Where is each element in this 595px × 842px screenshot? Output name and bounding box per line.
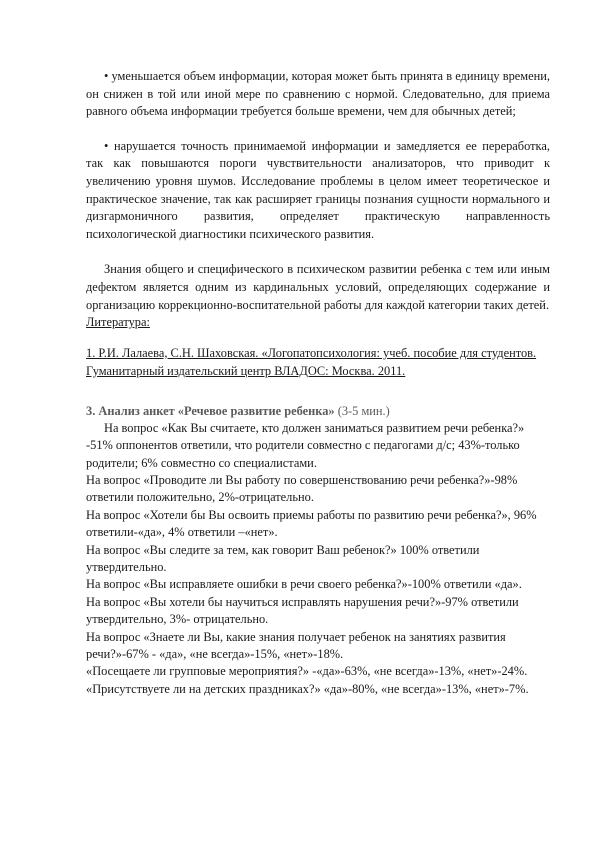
reference-entry: 1. Р.И. Лалаева, С.Н. Шаховская. «Логопатопсихология: учеб. пособие для студентов. Гуманитарный издательский центр ВЛАДОС: Москва. 2011. [86, 345, 537, 378]
section-title: 3. Анализ анкет «Речевое развитие ребенка» [86, 403, 335, 418]
document-page [86, 68, 550, 698]
bullet-paragraph-2: • нарушается точность принимаемой информации и замедляется ее переработка, так как повышаются пороги чувствительности анализаторов, что приводит к увеличению уровня шумов. Исследование проблемы в целом имеет теоретическое и практическое значение, так как расширяет границы познания сущности нормального и дизгармоничного развития, определяет практическую направленность психологической диагностики психического развития. [86, 138, 550, 241]
answer-line: На вопрос «Вы следите за тем, как говорит Ваш ребенок?» 100% ответили утвердительно. [86, 542, 480, 574]
answer-line: «Посещаете ли групповые мероприятия?» -«да»-63%, «не всегда»-13%, «нет»-24%. [86, 664, 528, 679]
bullet-paragraph-1: • уменьшается объем информации, которая может быть принята в единицу времени, он снижен в той или иной мере по сравнению с нормой. Следовательно, для приема равного объема информации требуется больше времени, чем для обычных детей; [86, 69, 550, 119]
answer-line: На вопрос «Вы исправляете ошибки в речи своего ребенка?»-100% ответили «да». [86, 577, 522, 592]
answer-line: «Присутствуете ли на детских праздниках?» «да»-80%, «не всегда»-13%, «нет»-7%. [86, 681, 529, 696]
literature-heading: Литература: [86, 315, 150, 330]
section-time: (3-5 мин.) [334, 403, 390, 418]
answer-line: На вопрос «Хотели бы Вы освоить приемы работы по развитию речи ребенка?», 96% ответили-«да», 4% ответили –«нет». [86, 507, 537, 540]
answer-line: На вопрос «Знаете ли Вы, какие знания получает ребенок на занятиях развития речи?»-67% - «да», «не всегда»-15%, «нет»-18%. [86, 629, 506, 661]
body-paragraph: Знания общего и специфического в психическом развитии ребенка с тем или иным дефектом является одним из кардинальных условий, определяющих содержание и организацию коррекционно-воспитательной работы для каждой категории таких детей. [86, 262, 550, 312]
answer-line: На вопрос «Вы хотели бы научиться исправлять нарушения речи?»-97% ответили утвердительно, 3%- отрицательно. [86, 594, 519, 627]
answer-line: На вопрос «Проводите ли Вы работу по совершенствованию речи ребенка?»-98% ответили положительно, 2%-отрицательно. [86, 472, 518, 505]
section-heading [86, 402, 550, 420]
survey-answers [86, 420, 550, 699]
answer-line: На вопрос «Как Вы считаете, кто должен заниматься развитием речи ребенка?» -51% оппонентов ответили, что родители совместно с педагогами д/с; 43%-только родители; 6% совместно со специалистами. [86, 420, 525, 470]
